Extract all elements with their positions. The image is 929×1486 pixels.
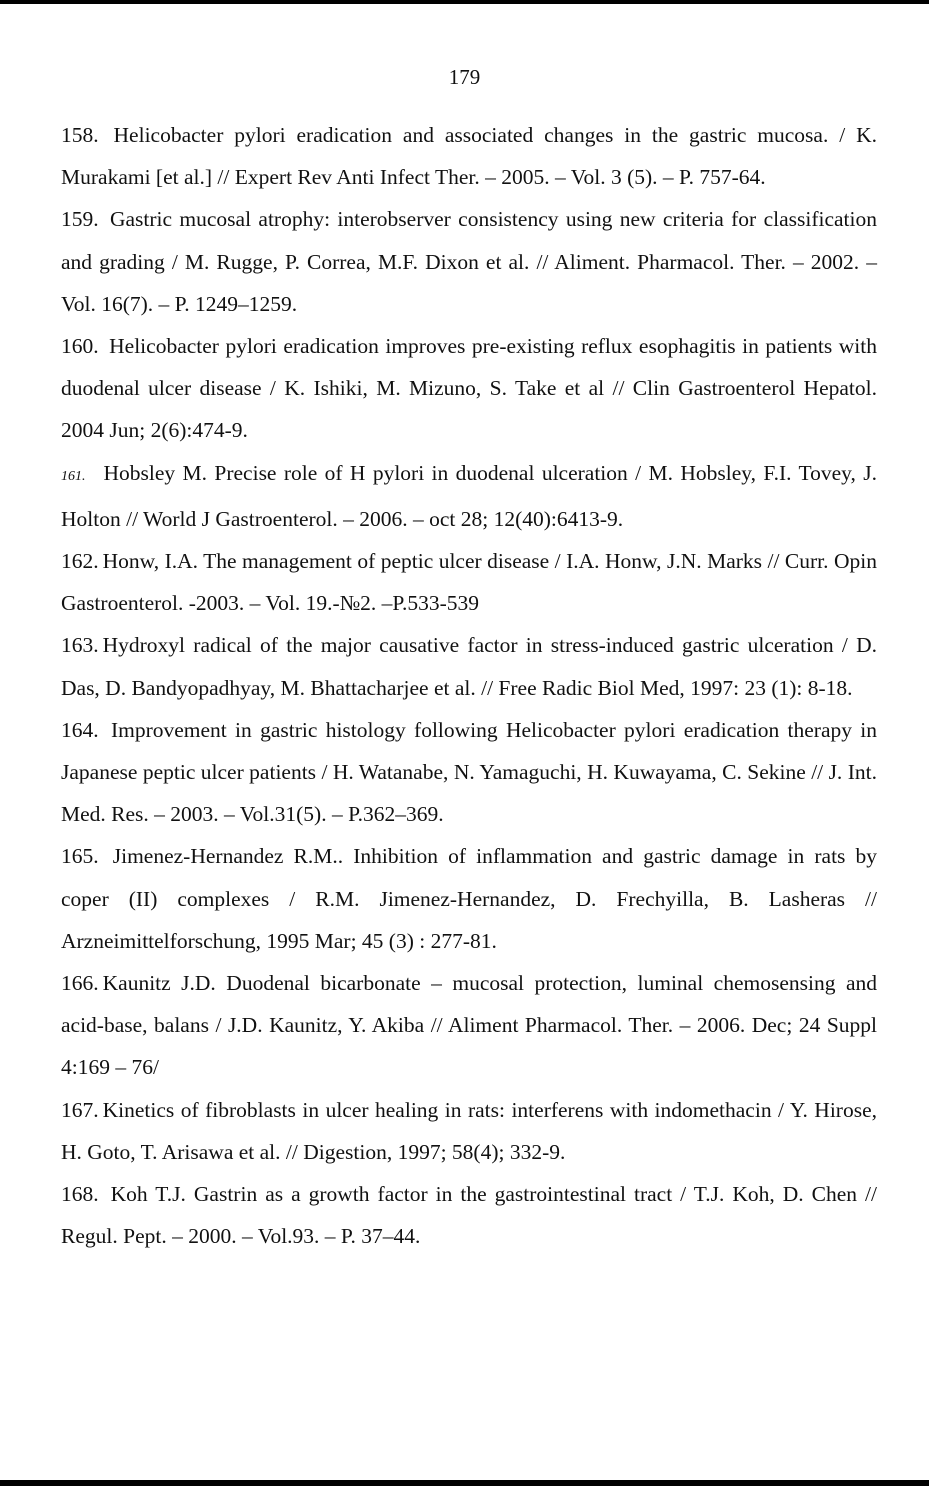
reference-item (61, 452, 877, 540)
top-border (0, 0, 929, 4)
reference-text: Jimenez-Hernandez R.M.. Inhibition of inflammation and gastric damage in rats by coper (II) complexes / R.M. Jimenez-Hernandez, D. Frechyilla, B. Lasheras // Arzneimittelforschung, 1995 Mar; 45 (3) : 277-81. (61, 844, 878, 953)
reference-item (61, 624, 877, 708)
reference-number: 158. (61, 123, 99, 147)
reference-item (61, 325, 877, 452)
reference-number: 161. (61, 468, 86, 484)
reference-number: 159. (61, 207, 99, 232)
reference-number: 165. (61, 844, 99, 869)
reference-item (61, 540, 877, 624)
reference-text: Hobsley M. Precise role of H pylori in duodenal ulceration / M. Hobsley, F.I. Tovey, J. Holton // World J Gastroenterol. – 2006. – oct 28; 12(40):6413-9. (61, 460, 877, 531)
reference-text: Gastric mucosal atrophy: interobserver consistency using new criteria for classification and grading / M. Rugge, P. Correa, M.F. Dixon et al. // Aliment. Pharmacol. Ther. – 2002. – Vol. 16(7). – P. 1249–1259. (61, 207, 877, 316)
reference-number: 163. (61, 633, 99, 658)
reference-number: 166. (61, 971, 99, 996)
page-number: 179 (448, 65, 481, 89)
reference-item (61, 114, 877, 198)
reference-text: Helicobacter pylori eradication and associated changes in the gastric mucosa. / K. Murakami [et al.] // Expert Rev Anti Infect Ther. – 2005. – Vol. 3 (5). – P. 757-64. (61, 123, 877, 190)
reference-item (61, 835, 877, 962)
reference-text: Hydroxyl radical of the major causative factor in stress-induced gastric ulceration / D. Das, D. Bandyopadhyay, M. Bhattacharjee et al. // Free Radic Biol Med, 1997: 23 (1): 8-18. (61, 633, 877, 700)
reference-number: 164. (61, 717, 99, 742)
reference-number: 167. (61, 1097, 99, 1122)
reference-text: Helicobacter pylori eradication improves pre-existing reflux esophagitis in patients with duodenal ulcer disease / K. Ishiki, M. Mizuno, S. Take et al // Clin Gastroenterol Hepatol. 2004 Jun; 2(6):474-9. (61, 334, 878, 443)
reference-item (61, 1089, 877, 1173)
reference-text: Honw, I.A. The management of peptic ulcer disease / I.A. Honw, J.N. Marks // Curr. Opin Gastroenterol. -2003. – Vol. 19.-№2. –P.533-539 (61, 549, 877, 616)
reference-list (61, 114, 877, 1257)
reference-number: 160. (61, 334, 99, 359)
reference-item (61, 198, 877, 325)
reference-item (61, 962, 877, 1089)
reference-item (61, 1173, 877, 1257)
reference-text: Koh T.J. Gastrin as a growth factor in the gastrointestinal tract / T.J. Koh, D. Chen // Regul. Pept. – 2000. – Vol.93. – P. 37–44. (61, 1182, 877, 1249)
reference-item (61, 709, 877, 836)
reference-number: 162. (61, 549, 99, 574)
reference-text: Kinetics of fibroblasts in ulcer healing in rats: interferens with indomethacin / Y. Hirose, H. Goto, T. Arisawa et al. // Digestion, 1997; 58(4); 332-9. (61, 1097, 877, 1164)
reference-text: Improvement in gastric histology following Helicobacter pylori eradication therapy in Japanese peptic ulcer patients / H. Watanabe, N. Yamaguchi, H. Kuwayama, C. Sekine // J. Int. Med. Res. – 2003. – Vol.31(5). – P.362–369. (61, 717, 878, 827)
reference-text: Kaunitz J.D. Duodenal bicarbonate – mucosal protection, luminal chemosensing and acid-base, balans / J.D. Kaunitz, Y. Akiba // Aliment Pharmacol. Ther. – 2006. Dec; 24 Suppl 4:169 – 76/ (61, 971, 877, 1080)
bottom-border (0, 1480, 929, 1486)
reference-number: 168. (61, 1182, 99, 1207)
